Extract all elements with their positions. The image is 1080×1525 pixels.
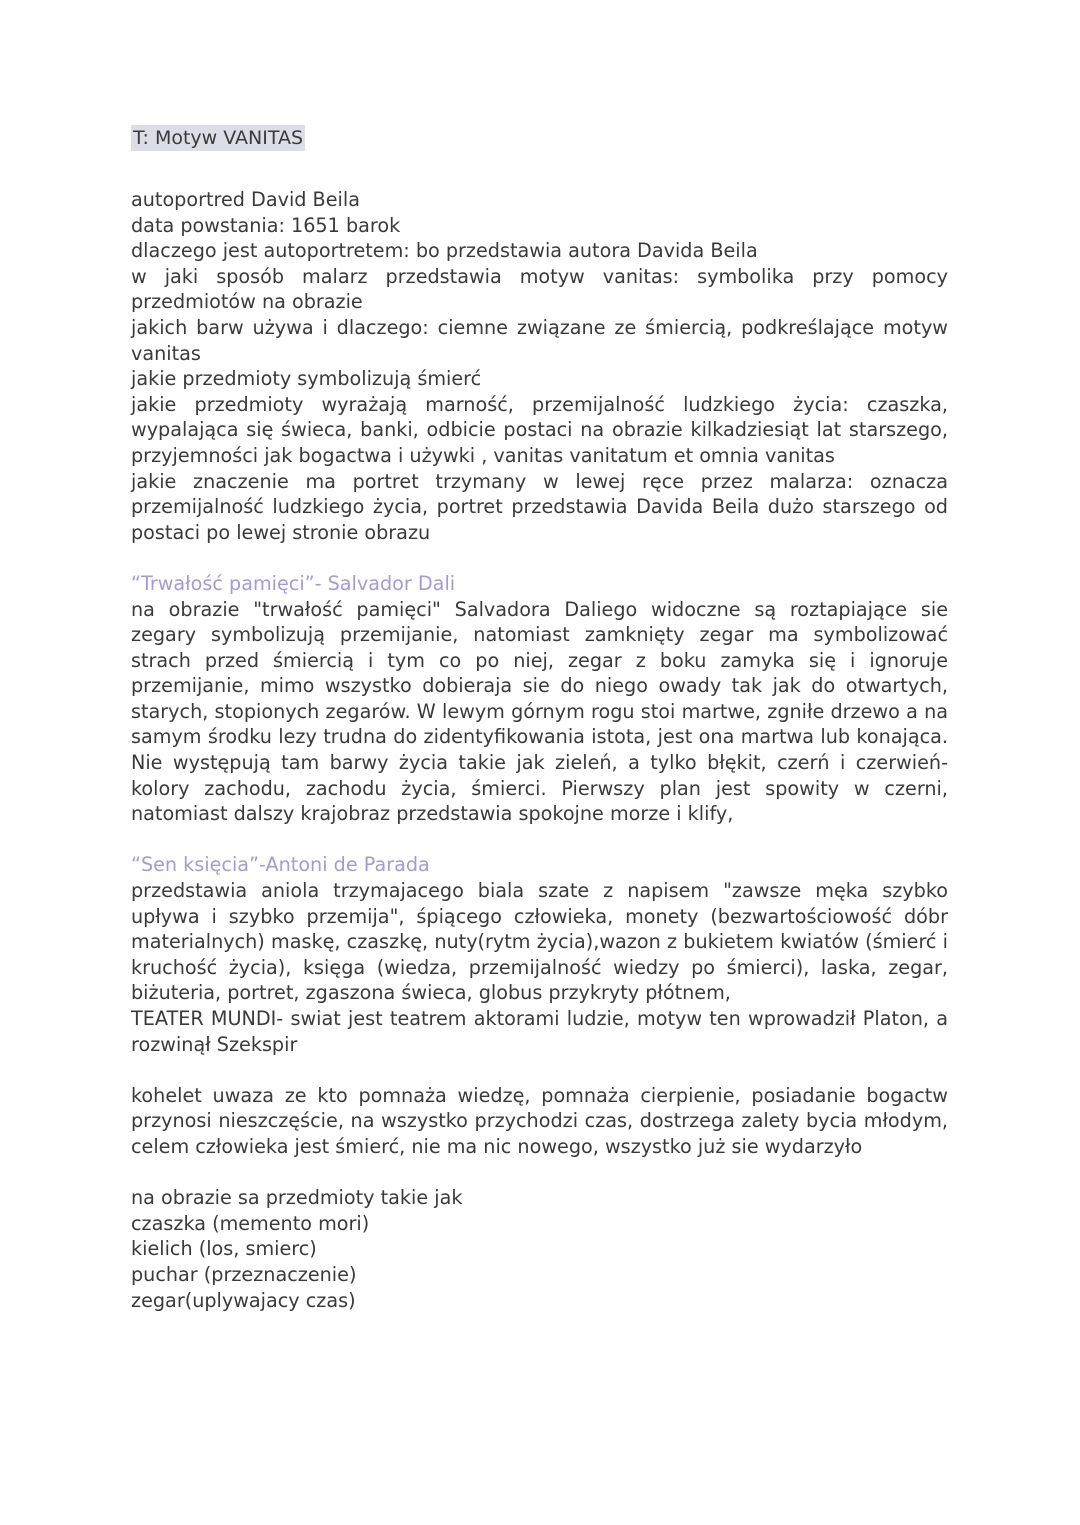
teater-mundi-paragraph: TEATER MUNDI- swiat jest teatrem aktorami ludzie, motyw ten wprowadził Platon, a rozwinął Szekspir (131, 1007, 948, 1056)
intro-line-author: autoportred David Beila (131, 188, 360, 211)
list-item: zegar(uplywajacy czas) (131, 1288, 356, 1312)
list-item: kielich (los, smierc) (131, 1237, 317, 1261)
intro-line-date: data powstania: 1651 barok (131, 213, 401, 237)
intro-line-death-objects: jakie przedmioty symbolizują śmierć (131, 367, 482, 391)
dali-paragraph: na obrazie "trwałość pamięci" Salvadora Daliego widoczne są roztapiające sie zegary symbolizują przemijanie, natomiast zamknięty zegar ma symbolizować strach przed śmiercią i tym co po niej, zegar z boku zamyka się i ignoruje przemijanie, mimo wszystko dobieraja sie do niego owady tak jak do otwartych, starych, stopionych zegarów. W lewym górnym rogu stoi martwe, zgniłe drzewo a na samym środku lezy trudna do zidentyfikowania istota, jest ona martwa lub konająca. Nie występują tam barwy życia takie jak zieleń, a tylko błękit, czerń i czerwień- kolory zachodu, zachodu życia, śmierci. Pierwszy plan jest spowity w czerni, natomiast dalszy krajobraz przedstawia spokojne morze i klify, (131, 597, 948, 826)
intro-paragraph-colors: jakich barw używa i dlaczego: ciemne związane ze śmiercią, podkreślające motyw vanitas (131, 315, 948, 365)
spacer (131, 545, 948, 571)
section-heading-dali: “Trwałość pamięci”- Salvador Dali (131, 571, 456, 595)
section-heading-parada: “Sen księcia”-Antoni de Parada (131, 853, 430, 877)
kohelet-paragraph: kohelet uwaza ze kto pomnaża wiedzę, pomnaża cierpienie, posiadanie bogactw przynosi nieszczęście, na wszystko przychodzi czas, dostrzega zalety bycia młodym, celem człowieka jest śmierć, nie ma nic nowego, wszystko już sie wydarzyło (131, 1083, 948, 1158)
spacer (131, 1160, 948, 1186)
intro-paragraph-transience-objects: jakie przedmioty wyrażają marność, przemijalność ludzkiego życia: czaszka, wypalająca się świeca, banki, odbicie postaci na obrazie kilkadziesiąt lat starszego, przyjemności jak bogactwa i używki , vanitas vanitatum et omnia vanitas (131, 392, 948, 467)
spacer (131, 1057, 948, 1083)
intro-line-why-self-portrait: dlaczego jest autoportretem: bo przedstawia autora Davida Beila (131, 239, 758, 263)
parada-paragraph: przedstawia aniola trzymajacego biala szate z napisem "zawsze męka szybko upływa i szybko przemija", śpiącego człowieka, monety (bezwartościowość dóbr materialnych) maskę, czaszkę, nuty(rytm życia),wazon z bukietem kwiatów (śmierć i kruchość życia), księga (wiedza, przemijalność wiedzy po śmierci), laska, zegar, biżuteria, portret, zgaszona świeca, globus przykryty płótnem, (131, 879, 948, 1005)
document-page (131, 125, 948, 1313)
intro-paragraph-portrait-meaning: jakie znaczenie ma portret trzymany w lewej ręce przez malarza: oznacza przemijalność ludzkiego życia, portret przedstawia Davida Beila dużo starszego od postaci po lewej stronie obrazu (131, 469, 948, 544)
list-item: puchar (przeznaczenie) (131, 1262, 357, 1286)
page-title: T: Motyw VANITAS (133, 127, 304, 149)
list-item: czaszka (memento mori) (131, 1211, 370, 1235)
spacer (131, 827, 948, 853)
intro-paragraph-vanitas-method: w jaki sposób malarz przedstawia motyw vanitas: symbolika przy pomocy przedmiotów na obrazie (131, 264, 948, 314)
objects-intro: na obrazie sa przedmioty takie jak (131, 1186, 463, 1210)
